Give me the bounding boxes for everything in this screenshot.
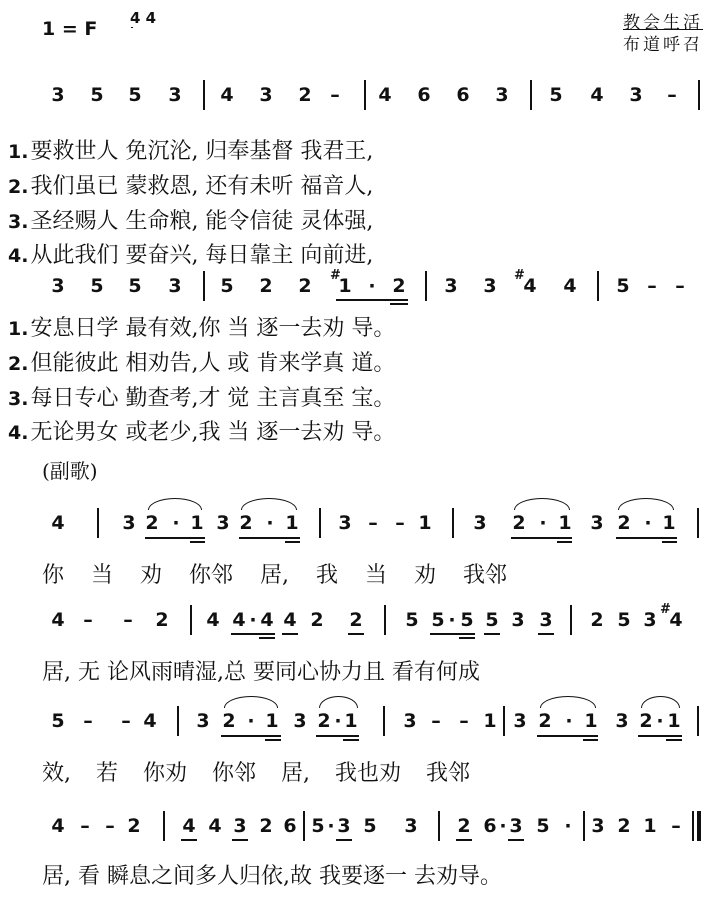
time-signature — [130, 9, 157, 27]
verse-line: 4.无论男女 或老少,我 当 逐一去劝 导。 — [8, 420, 396, 445]
note: 5 — [616, 275, 630, 297]
note: 5 — [90, 275, 104, 297]
verse-line: 1.要救世人 免沉沦, 归奉基督 我君王, — [8, 139, 374, 164]
note: 6 — [417, 84, 431, 106]
note: 3 — [495, 84, 509, 106]
note: 3 — [51, 275, 65, 297]
verse-line: 2.但能彼此 相劝告,人 或 肯来学真 道。 — [8, 351, 396, 376]
note: 5 — [128, 275, 142, 297]
note: 2 — [298, 84, 312, 106]
barline — [203, 271, 205, 301]
hymn-category — [623, 12, 703, 56]
note: 3 — [168, 275, 182, 297]
meter-divider — [131, 27, 133, 28]
note: 3 — [51, 84, 65, 106]
note: 4 — [220, 84, 234, 106]
note: 4 — [523, 275, 537, 297]
verse-line: 3.每日专心 勤查考,才 觉 主言真至 宝。 — [8, 386, 396, 411]
note: 2 — [298, 275, 312, 297]
note: 5 — [549, 84, 563, 106]
barline — [530, 80, 532, 110]
chorus-lyric-3: 效, 若 你劝 你邻 居, 我也劝 我邻 — [42, 761, 470, 786]
note: 1 — [338, 275, 352, 297]
barline — [425, 271, 427, 301]
category-line-2: 布道呼召 — [623, 35, 703, 55]
note: 6 — [456, 84, 470, 106]
note: 4 — [590, 84, 604, 106]
underline — [390, 303, 408, 305]
barline — [698, 80, 700, 110]
sharp-sign: # — [514, 268, 525, 283]
note: 4 — [563, 275, 577, 297]
hold-dash: – — [647, 275, 657, 297]
note: 5 — [128, 84, 142, 106]
verse-line: 1.安息日学 最有效,你 当 逐一去劝 导。 — [8, 316, 396, 341]
hold-dash: – — [675, 275, 685, 297]
note: 3 — [444, 275, 458, 297]
underline — [336, 299, 408, 301]
note: 5 — [90, 84, 104, 106]
hold-dash: – — [667, 84, 677, 106]
note: 3 — [483, 275, 497, 297]
note: 2 — [392, 275, 406, 297]
note: 5 — [220, 275, 234, 297]
hold-dash: – — [330, 84, 340, 106]
chorus-lyric-2: 居, 无 论风雨晴湿,总 要同心协力且 看有何成 — [42, 660, 480, 685]
verse-line: 4.从此我们 要奋兴, 每日靠主 向前进, — [8, 243, 374, 268]
category-line-1: 教会生活 — [623, 13, 703, 33]
dot: · — [368, 275, 376, 297]
barline — [203, 80, 205, 110]
meter-top: 4 — [130, 9, 141, 27]
note: 2 — [259, 275, 273, 297]
note: 4 — [378, 84, 392, 106]
verse-line: 3.圣经赐人 生命粮, 能令信徒 灵体强, — [8, 209, 374, 234]
chorus-label: (副歌) — [42, 459, 98, 483]
chorus-lyric-4: 居, 看 瞬息之间多人归依,故 我要逐一 去劝导。 — [42, 864, 502, 889]
meter-bottom: 4 — [145, 9, 157, 27]
barline — [597, 271, 599, 301]
note: 3 — [259, 84, 273, 106]
note: 3 — [168, 84, 182, 106]
barline — [364, 80, 366, 110]
chorus-lyric-1: 你 当 劝 你邻 居, 我 当 劝 我邻 — [42, 563, 507, 588]
sharp-sign: # — [330, 268, 341, 283]
verse-line: 2.我们虽已 蒙救恩, 还有未听 福音人, — [8, 174, 374, 199]
key-signature: 1 = F — [42, 18, 98, 40]
note: 3 — [629, 84, 643, 106]
